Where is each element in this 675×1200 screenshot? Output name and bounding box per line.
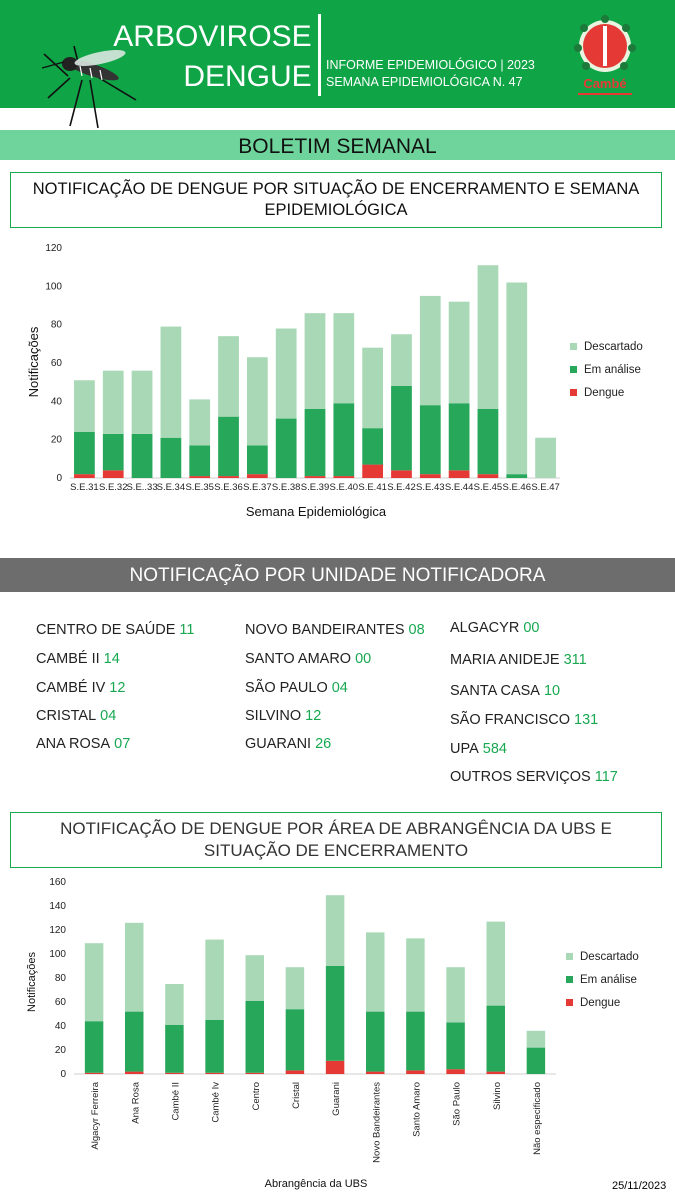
bar-segment [506,283,527,475]
bar-segment [478,265,499,409]
unit-value: 04 [100,708,117,724]
legend-swatch [570,343,577,350]
bar-segment [478,474,499,478]
legend-label: Em análise [580,974,637,986]
category-label: S.E.40 [329,482,359,493]
category-label: São Paulo [451,1082,463,1126]
category-label: S.E.42 [387,482,416,493]
category-label: S.E.41 [358,482,387,493]
category-label: Cambé II [170,1082,182,1121]
category-label: S.E.47 [531,482,560,493]
y-tick-label: 80 [50,319,62,331]
bar-segment [205,1073,223,1074]
unit-name: CRISTAL [36,708,97,724]
bar-segment [391,470,412,478]
bar-segment [85,1021,103,1073]
bar-segment [391,334,412,386]
unit-item [450,741,507,757]
bar-segment [406,1012,424,1071]
bar-segment [189,445,210,476]
bar-segment [247,474,268,478]
header-banner [0,0,675,108]
category-label: S.E.36 [214,482,243,493]
bar-segment [487,1072,505,1074]
bar-segment [189,399,210,445]
bar-segment [446,1022,464,1069]
legend-swatch [566,976,573,983]
bar-segment [333,313,354,403]
category-label: S.E.35 [185,482,214,493]
bar-segment [487,922,505,1006]
bar-segment [246,1073,264,1074]
bar-segment [362,428,383,464]
bar-segment [420,474,441,478]
category-label: Ana Rosa [130,1082,142,1124]
unit-value: 12 [305,708,322,724]
section1-title: NOTIFICAÇÃO DE DENGUE POR SITUAÇÃO DE ENCERRAMENTO E SEMANA EPIDEMIOLÓGICA [10,172,662,228]
category-label: S.E.32 [98,482,128,493]
legend-swatch [566,953,573,960]
unit-name: MARIA ANIDEJE [450,652,560,668]
unit-item [245,708,321,724]
bar-segment [506,474,527,478]
category-label: Cambé Iv [210,1082,222,1123]
ubs-chart [0,874,675,1196]
y-tick-label: 160 [49,877,66,888]
bar-segment [247,445,268,474]
unit-value: 584 [482,741,507,757]
unit-name: ANA ROSA [36,736,111,752]
bar-segment [449,302,470,404]
unit-item [450,769,618,785]
bar-segment [333,403,354,476]
legend-swatch [566,999,573,1006]
category-label: Algacyr Ferreira [90,1082,102,1150]
unit-name: UPA [450,741,479,757]
legend-label: Em análise [584,364,641,376]
bar-segment [132,371,153,434]
unit-item [450,652,587,668]
unit-item [36,651,120,667]
weekly-chart [0,236,675,528]
section2-title: NOTIFICAÇÃO POR UNIDADE NOTIFICADORA [0,558,675,592]
bar-segment [366,1072,384,1074]
unit-value: 11 [179,622,195,638]
bar-segment [165,1025,183,1073]
bar-segment [205,1020,223,1073]
y-tick-label: 60 [50,358,62,369]
header-divider [318,14,321,96]
x-axis-label: Abrangência da UBS [264,1178,368,1190]
bar-segment [527,1048,545,1074]
category-label: S.E.45 [473,482,503,493]
unit-value: 26 [315,736,332,752]
bar-segment [246,1001,264,1073]
bar-segment [527,1031,545,1048]
category-label: Santo Amaro [411,1082,423,1137]
unit-name: SÃO PAULO [245,680,328,696]
bar-segment [446,967,464,1022]
y-tick-label: 0 [56,473,62,484]
bar-segment [326,895,344,966]
unit-value: 131 [574,712,599,728]
bar-segment [74,380,95,432]
legend-label: Dengue [584,387,625,399]
bar-segment [535,438,556,478]
category-label: Cristal [290,1082,302,1109]
boletim-banner: BOLETIM SEMANAL [0,130,675,160]
category-label: S.E.38 [271,482,301,493]
header-info-week: SEMANA EPIDEMIOLÓGICA N. 47 [326,75,523,89]
bar-segment [125,923,143,1012]
bar-segment [446,1069,464,1074]
bar-segment [103,470,124,478]
bar-segment [276,419,297,478]
category-label: S.E.39 [300,482,330,493]
unit-value: 12 [109,680,126,696]
legend-label: Descartado [584,341,643,353]
y-tick-label: 120 [45,243,62,254]
bar-segment [132,434,153,478]
unit-item [36,622,194,638]
unit-item [245,680,348,696]
bar-segment [326,966,344,1061]
header-info-report: INFORME EPIDEMIOLÓGICO | 2023 [326,58,535,72]
bar-segment [218,336,239,417]
unit-value: 04 [331,680,348,696]
unit-value: 311 [563,652,587,668]
unit-item [450,683,560,699]
unit-value: 117 [594,769,618,785]
category-label: Guarani [331,1082,343,1116]
unit-name: CENTRO DE SAÚDE [36,622,176,638]
unit-item [450,712,598,728]
bar-segment [305,476,326,478]
category-label: S.E.31 [70,482,99,493]
unit-value: 14 [103,651,120,667]
bar-segment [125,1012,143,1072]
category-label: S.E..33 [126,482,158,493]
category-label: Novo Bandeirantes [371,1082,383,1163]
unit-name: SANTA CASA [450,683,540,699]
bar-segment [391,386,412,470]
y-tick-label: 100 [49,949,66,960]
bar-segment [161,327,182,438]
y-tick-label: 100 [45,281,62,293]
y-tick-label: 80 [54,973,66,984]
bar-segment [103,434,124,470]
bar-segment [276,329,297,419]
bar-segment [449,403,470,470]
unit-item [450,620,539,636]
bar-segment [333,476,354,478]
bar-segment [366,932,384,1011]
category-label: S.E.43 [416,482,445,493]
y-tick-label: 0 [60,1069,66,1080]
bar-segment [420,296,441,405]
y-axis-label: Notificações [26,952,38,1012]
bar-segment [218,476,239,478]
legend-swatch [570,389,577,396]
bar-segment [362,465,383,478]
bar-segment [286,1070,304,1074]
legend-label: Descartado [580,951,639,963]
header-title-dengue: DENGUE [183,60,312,93]
bar-segment [305,409,326,476]
unit-name: SANTO AMARO [245,651,352,667]
unit-item [245,622,425,638]
unit-item [245,736,331,752]
y-axis-label: Notificações [26,326,41,398]
bar-segment [165,1073,183,1074]
unit-name: ALGACYR [450,620,520,636]
logo-text: Cambé [583,76,627,91]
bar-segment [487,1006,505,1072]
x-axis-label: Semana Epidemiológica [245,504,387,519]
unit-name: SILVINO [245,708,302,724]
unit-name: NOVO BANDEIRANTES [245,622,405,638]
category-label: S.E.44 [444,482,474,493]
section3-title-line1: NOTIFICAÇÃO DE DENGUE POR ÁREA DE ABRANGÊNCIA DA UBS E [60,819,612,838]
bar-segment [478,409,499,474]
bar-segment [366,1012,384,1072]
report-date: 25/11/2023 [612,1180,667,1192]
unit-value: 00 [355,651,372,667]
y-tick-label: 120 [49,925,66,936]
unit-value: 10 [543,683,561,699]
unit-item [245,651,371,667]
header-title-arbovirose: ARBOVIROSE [113,20,312,53]
category-label: S.E.46 [502,482,532,493]
unit-value: 07 [114,736,131,752]
category-label: Centro [250,1082,262,1111]
category-label: S.E.37 [243,482,272,493]
unit-item [36,680,125,696]
bar-segment [406,1070,424,1074]
bar-segment [205,940,223,1020]
bar-segment [326,1061,344,1074]
bar-segment [74,474,95,478]
unit-name: CAMBÉ II [36,651,100,667]
y-tick-label: 20 [54,1045,66,1056]
y-tick-label: 40 [54,1021,66,1032]
y-tick-label: 140 [49,901,66,912]
bar-segment [362,348,383,429]
unit-value: 08 [408,622,425,638]
bar-segment [165,984,183,1025]
section3-title [10,812,662,868]
legend-label: Dengue [580,997,621,1009]
unit-name: GUARANI [245,736,312,752]
bar-segment [286,967,304,1009]
bar-segment [449,470,470,478]
bar-segment [406,938,424,1011]
y-tick-label: 40 [50,396,62,408]
bar-segment [305,313,326,409]
bar-segment [161,438,182,478]
unit-item [36,708,116,724]
bar-segment [125,1072,143,1074]
y-tick-label: 60 [54,997,66,1008]
bar-segment [286,1009,304,1070]
category-label: Silvino [491,1082,503,1110]
legend-swatch [570,366,577,373]
unit-name: OUTROS SERVIÇOS [450,769,591,785]
y-tick-label: 20 [50,434,62,446]
bar-segment [189,476,210,478]
bar-segment [218,417,239,476]
bar-segment [85,1073,103,1074]
bar-segment [85,943,103,1021]
unit-name: SÃO FRANCISCO [450,712,571,728]
category-label: Não especificado [531,1082,543,1155]
unit-name: CAMBÉ IV [36,680,106,696]
section3-title-line2: SITUAÇÃO DE ENCERRAMENTO [203,841,469,860]
bar-segment [74,432,95,474]
bar-segment [420,405,441,474]
bar-segment [103,371,124,434]
bar-segment [246,955,264,1001]
category-label: S.E.34 [156,482,186,493]
unit-item [36,736,130,752]
unit-value: 00 [523,620,540,636]
cambe-logo-icon [574,14,636,100]
bar-segment [247,357,268,445]
